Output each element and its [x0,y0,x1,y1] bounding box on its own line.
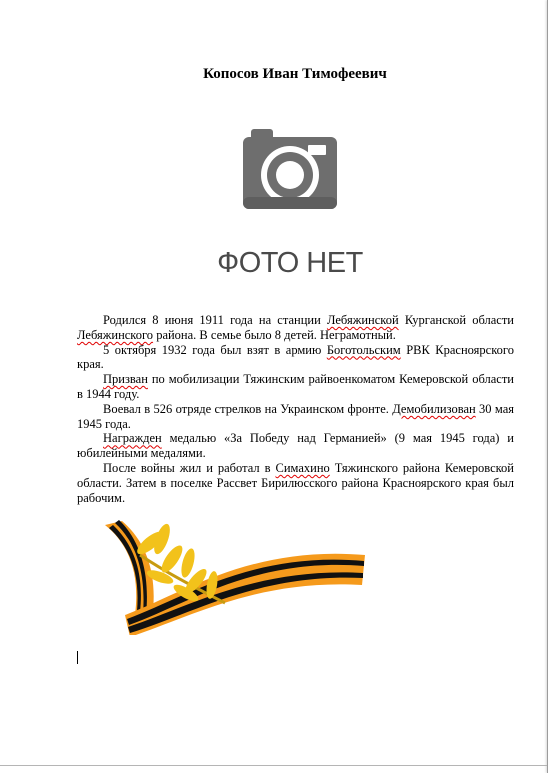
text-run: по мобилизации Тяжинским райвоенкоматом Кемеровской области в 1944 году. [77,372,514,401]
text-run: Тяжинского района Кемеровской области. Затем в поселке Рассвет Бирилюсского района Красноярского края был рабочим. [77,460,514,505]
biography-paragraph [77,313,514,343]
biography-paragraph [77,372,514,402]
biography-text[interactable] [77,313,514,505]
photo-placeholder-label: ФОТО НЕТ [217,247,363,279]
text-run: района. В семье было 8 детей. Неграмотный. [153,327,396,342]
biography-paragraph [77,461,514,505]
st-george-ribbon-icon [100,515,370,635]
misspelled-word: Демобилизован [392,401,476,416]
misspelled-word: Лебяжинского [77,327,154,342]
misspelled-word: Награжден [103,431,162,446]
misspelled-word: Призван [103,372,148,387]
misspelled-word: Симахино [275,460,330,475]
text-run: После войны жил и работал в [103,460,276,475]
page-bottom-edge [0,765,547,766]
text-run: медалью «За Победу над Германией» (9 мая 1945 года) и юбилейными медалями. [77,431,514,461]
document-title: Копосов Иван Тимофеевич [203,66,387,82]
page-right-edge [547,0,555,773]
misspelled-word: Боготольским [326,342,401,357]
text-run: РВК Красноярского края. [77,342,514,372]
text-run: Воевал в 526 отряде стрелков на Украинском фронте. [103,401,393,416]
text-run: Курганской области [398,313,514,327]
biography-paragraph [77,402,514,432]
biography-paragraph [77,431,514,461]
misspelled-word: Лебяжинской [326,313,399,327]
biography-paragraph [77,343,514,373]
text-cursor [77,651,78,664]
text-run: 30 мая 1945 года. [77,401,514,431]
text-run: 5 октября 1932 года был взят в армию [103,342,327,357]
photo-placeholder [174,107,406,297]
text-run: Родился 8 июня 1911 года на станции [103,313,327,327]
